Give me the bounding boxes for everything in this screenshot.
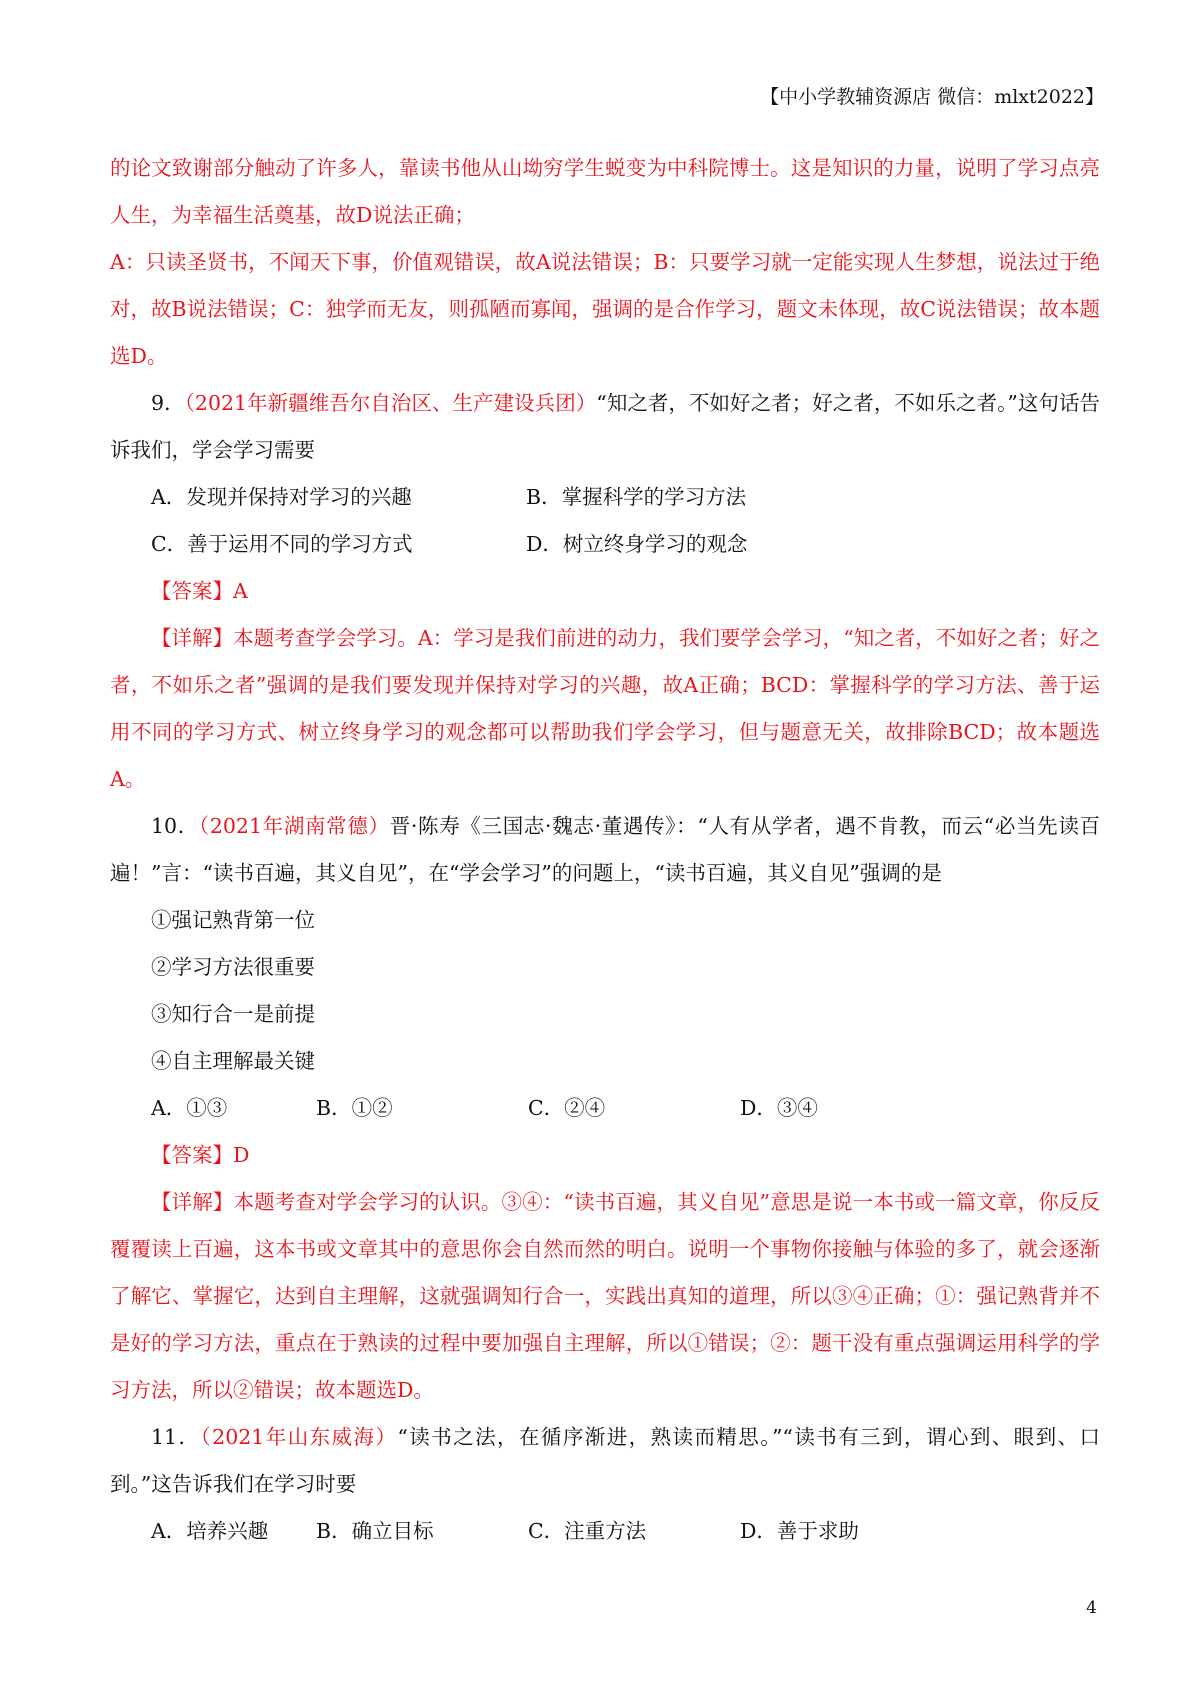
question-10-item-4: ④自主理解最关键 [151, 1049, 315, 1073]
option-a: A．培养兴趣 [151, 1519, 269, 1543]
question-9-answer: 【答案】A [151, 579, 248, 603]
question-10-item-2: ②学习方法很重要 [151, 955, 315, 979]
option-c: C．②④ [528, 1096, 606, 1120]
question-9-options-row-2 [110, 521, 1100, 568]
option-d: D．树立终身学习的观念 [526, 532, 748, 556]
intro-paragraph-1: 的论文致谢部分触动了许多人，靠读书他从山坳穷学生蜕变为中科院博士。这是知识的力量，说明了学习点亮人生，为幸福生活奠基，故D说法正确； [110, 156, 1100, 227]
question-11-source: （2021年山东威海） [200, 1425, 398, 1449]
intro-paragraph-2: A：只读圣贤书，不闻天下事，价值观错误，故A说法错误；B：只要学习就一定能实现人生梦想，说法过于绝对，故B说法错误；C：独学而无友，则孤陋而寡闻，强调的是合作学习，题文未体现，故C说法错误；故本题选D。 [110, 250, 1100, 368]
question-10-options [110, 1085, 1100, 1132]
question-10-item-1: ①强记熟背第一位 [151, 908, 315, 932]
page-number: 4 [1086, 1598, 1097, 1618]
question-11-stem: “读书之法，在循序渐进，熟读而精思。”“读书有三到，谓心到、眼到、口到。”这告诉我们在学习时要 [110, 1425, 1100, 1496]
page-header: 【中小学教辅资源店 微信：mlxt2022】 [760, 86, 1104, 108]
option-a: A．发现并保持对学习的兴趣 [151, 485, 412, 509]
question-9-source: （2021年新疆维吾尔自治区、生产建设兵团） [184, 391, 597, 415]
option-b: B．①② [316, 1096, 393, 1120]
option-a: A．①③ [151, 1096, 228, 1120]
option-c: C．注重方法 [528, 1519, 647, 1543]
option-d: D．③④ [740, 1096, 818, 1120]
question-10-stem: 晋·陈寿《三国志·魏志·董遇传》：“人有从学者，遇不肯教，而云“必当先读百遍！”言：“读书百遍，其义自见”，在“学会学习”的问题上，“读书百遍，其义自见”强调的是 [110, 814, 1100, 885]
question-10-number: 10． [151, 814, 199, 838]
question-10-detail: 【详解】本题考查对学会学习的认识。③④：“读书百遍，其义自见”意思是说一本书或一篇文章，你反反覆覆读上百遍，这本书或文章其中的意思你会自然而然的明白。说明一个事物你接触与体验的多了，就会逐渐了解它、掌握它，达到自主理解，这就强调知行合一，实践出真知的道理，所以③④正确；①：强记熟背并不是好的学习方法，重点在于熟读的过程中要加强自主理解，所以①错误；②：题干没有重点强调运用科学的学习方法，所以②错误；故本题选D。 [110, 1190, 1100, 1402]
question-9-number: 9． [151, 391, 185, 415]
question-9 [110, 380, 1100, 474]
question-11 [110, 1414, 1100, 1508]
question-10 [110, 803, 1100, 897]
option-c: C．善于运用不同的学习方式 [151, 532, 413, 556]
question-9-options-row-1 [110, 474, 1100, 521]
question-10-source: （2021年湖南常德） [198, 814, 390, 838]
question-11-number: 11． [151, 1425, 201, 1449]
question-9-detail: 【详解】本题考查学会学习。A：学习是我们前进的动力，我们要学会学习，“知之者，不如好之者；好之者，不如乐之者”强调的是我们要发现并保持对学习的兴趣，故A正确；BCD：掌握科学的学习方法、善于运用不同的学习方式、树立终身学习的观念都可以帮助我们学会学习，但与题意无关，故排除BCD；故本题选A。 [110, 626, 1100, 791]
document-body [110, 145, 1100, 1555]
question-10-item-3: ③知行合一是前提 [151, 1002, 315, 1026]
option-d: D．善于求助 [740, 1519, 859, 1543]
question-10-answer: 【答案】D [151, 1143, 250, 1167]
question-9-stem: “知之者，不如好之者；好之者，不如乐之者。”这句话告诉我们，学会学习需要 [110, 391, 1100, 462]
option-b: B．掌握科学的学习方法 [526, 485, 747, 509]
option-b: B．确立目标 [316, 1519, 434, 1543]
question-11-options [110, 1508, 1100, 1555]
